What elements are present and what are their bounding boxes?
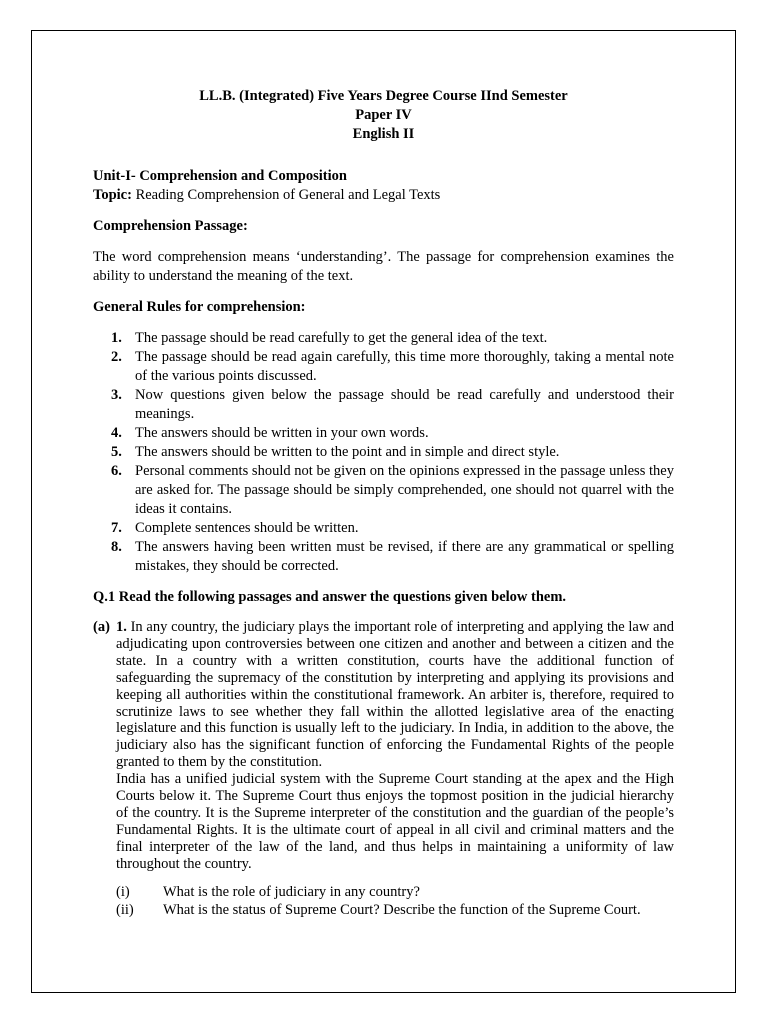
- rule-number: 3.: [111, 387, 122, 403]
- course-title: LL.B. (Integrated) Five Years Degree Course IInd Semester: [199, 88, 568, 104]
- rule-text: The answers should be written in your own words.: [135, 425, 429, 441]
- unit-section: [93, 167, 674, 205]
- comprehension-heading: Comprehension Passage:: [93, 218, 248, 234]
- question-list: [93, 883, 674, 919]
- question-number: (i): [116, 883, 130, 900]
- rule-number: 7.: [111, 520, 122, 536]
- rule-number: 8.: [111, 539, 122, 555]
- rule-item: [93, 329, 674, 348]
- rule-item: [93, 386, 674, 424]
- topic-line: [93, 186, 674, 205]
- passage-number: 1.: [116, 619, 127, 635]
- passage-label: (a): [93, 619, 110, 635]
- question-1-heading: Q.1 Read the following passages and answer the questions given below them.: [93, 589, 567, 605]
- rule-item: [93, 424, 674, 443]
- rule-text: Personal comments should not be given on the opinions expressed in the passage unless they are asked for. The passage should be simply comprehended, one should not quarrel with the ideas it contains.: [135, 463, 674, 517]
- rule-item: [93, 348, 674, 386]
- subject-title: English II: [352, 126, 415, 142]
- rule-item: [93, 443, 674, 462]
- document-title: [93, 87, 674, 144]
- question-text: What is the role of judiciary in any country?: [163, 883, 420, 900]
- rule-number: 4.: [111, 425, 122, 441]
- rule-text: The passage should be read carefully to get the general idea of the text.: [135, 330, 548, 346]
- document-body: [93, 87, 674, 919]
- unit-title: Unit-I- Comprehension and Composition: [93, 168, 347, 184]
- question-number: (ii): [116, 901, 134, 918]
- question-text: What is the status of Supreme Court? Describe the function of the Supreme Court.: [163, 901, 641, 918]
- topic-label: Topic:: [93, 187, 132, 203]
- passage-paragraph-2: India has a unified judicial system with the Supreme Court standing at the apex and the High Courts below it. The Supreme Court thus enjoys the topmost position in the judicial hierarchy of the country. It is the Supreme interpreter of the constitution and the guardian of the people’s Fundamental Rights. It is the ultimate court of appeal in all civil and criminal matters and the final interpreter of the law of the land, and thus helps in maintaining a uniformity of law throughout the country.: [116, 771, 674, 872]
- rules-heading: General Rules for comprehension:: [93, 299, 306, 315]
- passage-paragraph-1: [116, 619, 674, 771]
- passage-text-1: In any country, the judiciary plays the important role of interpreting and applying the law and adjudicating upon controversies between one citizen and another and between a citizen and the state. In a country with a written constitution, courts have the additional function of safeguarding the supremacy of the constitution by interpreting and applying its provisions and keeping all authorities within the constitutional framework. An arbiter is, therefore, required to scrutinize laws to see whether they fall within the allotted legislative area of the enacting legislature and this function is usually left to the judiciary. In India, in addition to the above, the judiciary also has the significant function of enforcing the Fundamental Rights of the people granted to them by the constitution.: [116, 619, 674, 771]
- question-item: [116, 901, 674, 919]
- rule-text: The answers having been written must be revised, if there are any grammatical or spelling mistakes, they should be corrected.: [135, 539, 674, 574]
- paper-title: Paper IV: [355, 107, 412, 123]
- rule-number: 6.: [111, 463, 122, 479]
- rule-item: [93, 538, 674, 576]
- rule-number: 5.: [111, 444, 122, 460]
- passage-a: [93, 619, 674, 873]
- rule-text: The passage should be read again carefully, this time more thoroughly, taking a mental note of the various points discussed.: [135, 349, 674, 384]
- question-item: [116, 883, 674, 901]
- rule-number: 1.: [111, 330, 122, 346]
- rule-text: Now questions given below the passage should be read carefully and understood their meanings.: [135, 387, 674, 422]
- topic-text: Reading Comprehension of General and Legal Texts: [131, 187, 441, 203]
- rules-list: [93, 329, 674, 576]
- comprehension-definition: The word comprehension means ‘understanding’. The passage for comprehension examines the ability to understand the meaning of the text.: [93, 249, 674, 284]
- rule-item: [93, 462, 674, 519]
- rule-text: Complete sentences should be written.: [135, 520, 359, 536]
- rule-number: 2.: [111, 349, 122, 365]
- rule-text: The answers should be written to the point and in simple and direct style.: [135, 444, 560, 460]
- rule-item: [93, 519, 674, 538]
